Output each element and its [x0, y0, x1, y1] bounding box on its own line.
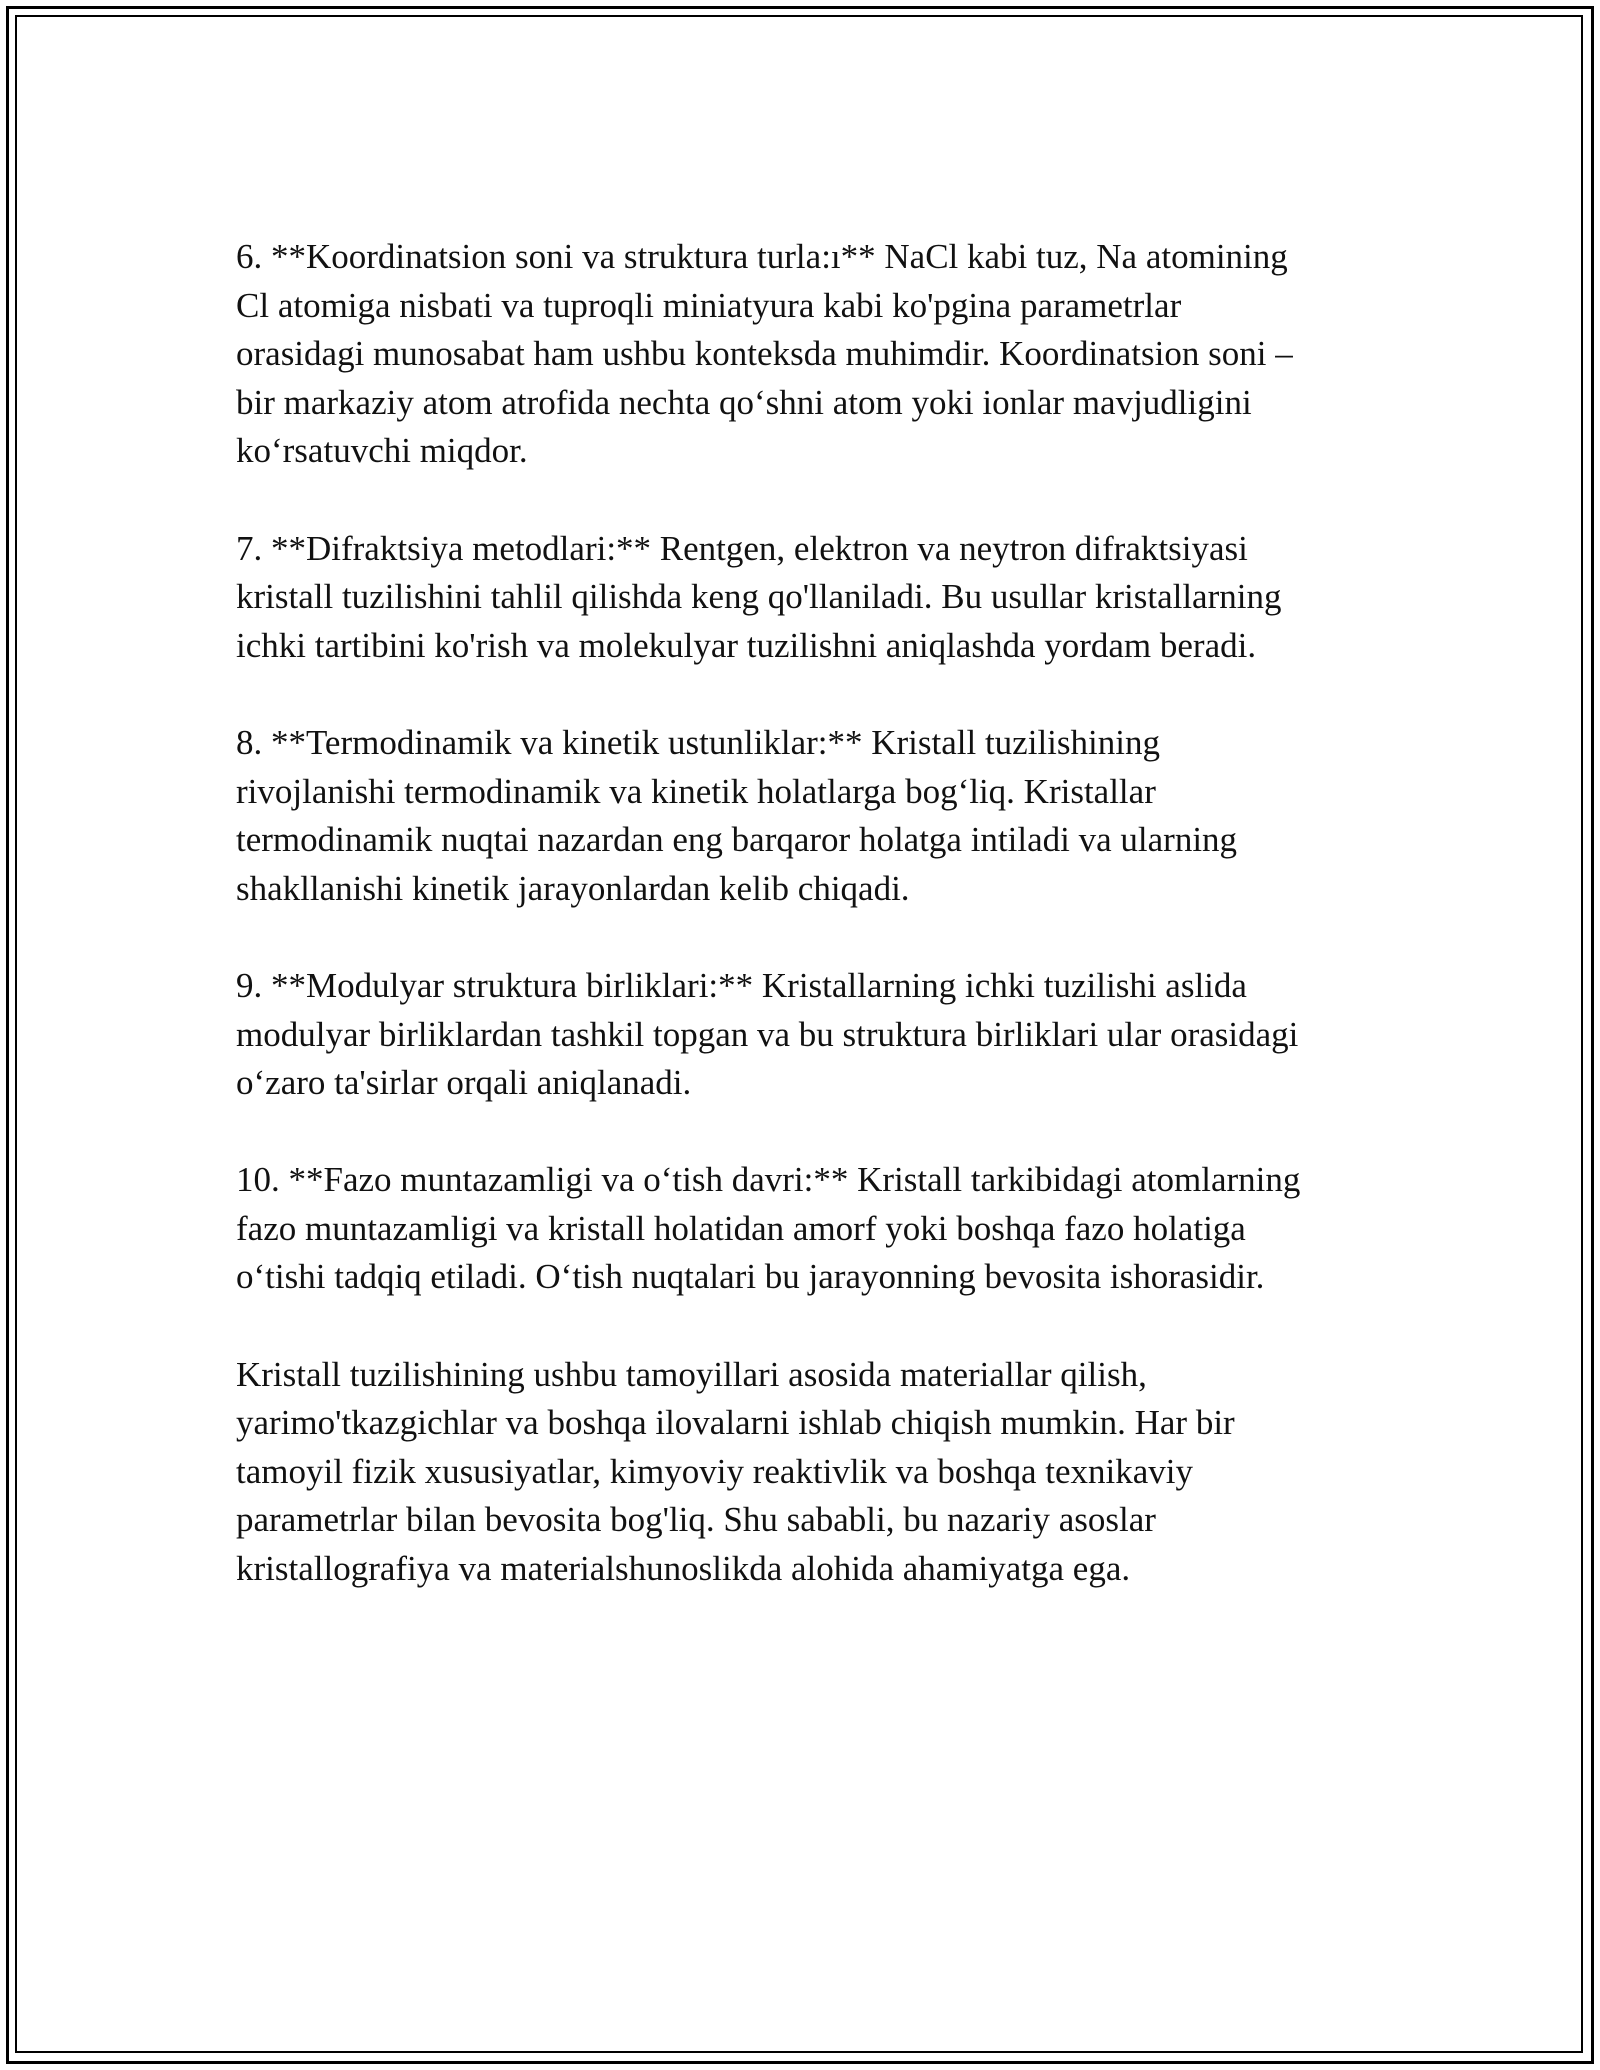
paragraph-coordination-number: 6. **Koordinatsion soni va struktura turla:ı** NaCl kabi tuz, Na atomining Cl atomiga nisbati va tuproqli miniatyura kabi ko'pgina parametrlar orasidagi munosabat ham ushbu konteksda muhimdir. Koordinatsion soni – bir markaziy atom atrofida nechta qoʻshni atom yoki ionlar mavjudligini koʻrsatuvchi miqdor.: [236, 237, 1293, 471]
paragraph-thermodynamic-kinetic: 8. **Termodinamik va kinetik ustunliklar:** Kristall tuzilishining rivojlanishi termodinamik va kinetik holatlarga bogʻliq. Kristallar termodinamik nuqtai nazardan eng barqaror holatga intiladi va ularning shakllanishi kinetik jarayonlardan kelib chiqadi.: [236, 722, 1238, 908]
paragraph-conclusion: Kristall tuzilishining ushbu tamoyillari asosida materiallar qilish, yarimo'tkazgichlar va boshqa ilovalarni ishlab chiqish mumkin. Har bir tamoyil fizik xususiyatlar, kimyoviy reaktivlik va boshqa texnikaviy parametrlar bilan bevosita bog'liq. Shu sababli, bu nazariy asoslar kristallografiya va materialshunoslikda alohida ahamiyatga ega.: [236, 1354, 1235, 1589]
document-body: [236, 233, 1356, 1642]
paragraph-spatial-regularity: 10. **Fazo muntazamligi va oʻtish davri:** Kristall tarkibidagi atomlarning fazo muntazamligi va kristall holatidan amorf yoki boshqa fazo holatiga oʻtishi tadqiq etiladi. Oʻtish nuqtalari bu jarayonning bevosita ishorasidir.: [236, 1160, 1301, 1297]
paragraph-modular-units: 9. **Modulyar struktura birliklari:** Kristallarning ichki tuzilishi aslida modulyar birliklardan tashkil topgan va bu struktura birliklari ular orasidagi oʻzaro ta'sirlar orqali aniqlanadi.: [236, 965, 1299, 1103]
paragraph-diffraction-methods: 7. **Difraktsiya metodlari:** Rentgen, elektron va neytron difraktsiyasi kristall tuzilishini tahlil qilishda keng qo'llaniladi. Bu usullar kristallarning ichki tartibini ko'rish va molekulyar tuzilishni aniqlashda yordam beradi.: [236, 528, 1282, 665]
